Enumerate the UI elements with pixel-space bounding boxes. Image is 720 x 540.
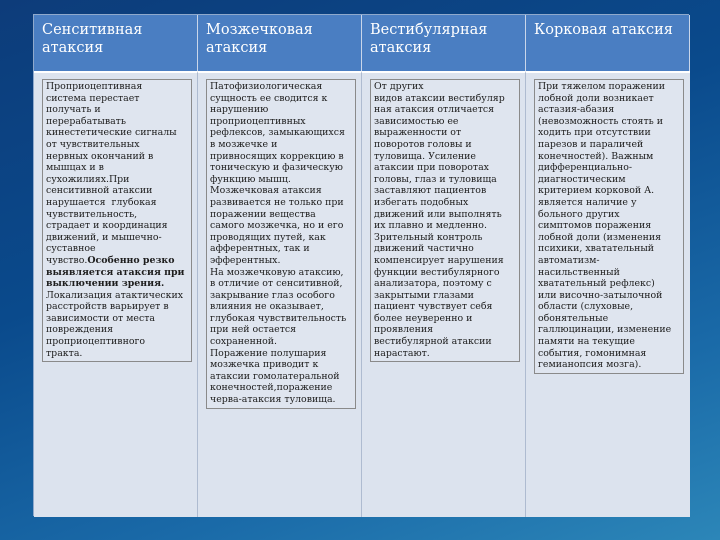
text-box-vestibular-ataxia: От других видов атаксии вестибуляр ная атаксия отличается зависимостью ее выраженности от поворотов головы и туловища. Усиление атаксии при поворотах головы, глаз и туловища заставляют пациентов избегать подобных движений или выполнять их плавно и медленно. Зрительный контроль движений частично компенсирует нарушения функции вестибулярного анализатора, поэтому с закрытыми глазами пациент чувствует себя более неуверенно и проявления вестибулярной атаксии нарастают. xyxy=(370,79,520,362)
text-sensitive-part-1: Проприоцептивная система перестает получать и перерабатывать кинестетические сигналы от чувствительных нервных окончаний в мышцах и в сухожилиях.При сенситивной атаксии нарушается глубокая чувствительность, страдает и координация движений, и мышечно- суставное чувство. xyxy=(46,81,177,266)
column-header-cortical-ataxia: Корковая атаксия xyxy=(526,15,690,71)
text-sensitive-emphasis: Особенно резко выявляется атаксия при выключении зрения. xyxy=(46,254,185,290)
text-box-cerebellar-ataxia: Патофизиологическая сущность ее сводится к нарушению проприоцептивных рефлексов, замыкающихся в мозжечке и привносящих коррекцию в тоническую и фазическую функцию мышц. Мозжечковая атаксия развивается не только при поражении вещества самого мозжечка, но и его проводящих путей, как афферентных, так и эфферентных. На мозжечковую атаксию, в отличие от сенситивной, закрывание глаз особого влияния не оказывает, глубокая чувствительность при ней остается сохраненной. Поражение полушария мозжечка приводит к атаксии гомолатеральной конечностей,поражение черва-атаксия туловища. xyxy=(206,79,356,409)
column-header-vestibular-ataxia: Вестибулярная атаксия xyxy=(362,15,526,71)
text-box-sensitive-ataxia xyxy=(42,79,192,362)
column-header-sensitive-ataxia: Сенситивная атаксия xyxy=(34,15,198,71)
cell-vestibular-ataxia xyxy=(362,71,526,517)
ataxia-comparison-table xyxy=(33,14,689,516)
cell-sensitive-ataxia xyxy=(34,71,198,517)
column-header-cerebellar-ataxia: Мозжечковая атаксия xyxy=(198,15,362,71)
cell-cerebellar-ataxia xyxy=(198,71,362,517)
text-box-cortical-ataxia: При тяжелом поражении лобной доли возникает астазия-абазия (невозможность стоять и ходить при отсутствии парезов и параличей конечностей). Важным дифференциально- диагностическим критерием корковой А. является наличие у больного других симптомов поражения лобной доли (изменения психики, хватательный автоматизм- насильственный хватательный рефлекс) или височно-затылочной области (слуховые, обонятельные галлюцинации, изменение памяти на текущие события, гомонимная гемианопсия мозга). xyxy=(534,79,684,374)
cell-cortical-ataxia xyxy=(526,71,690,517)
text-sensitive-part-3: Локализация атактических расстройств варьирует в зависимости от места повреждения проприоцептивного тракта. xyxy=(46,289,184,359)
